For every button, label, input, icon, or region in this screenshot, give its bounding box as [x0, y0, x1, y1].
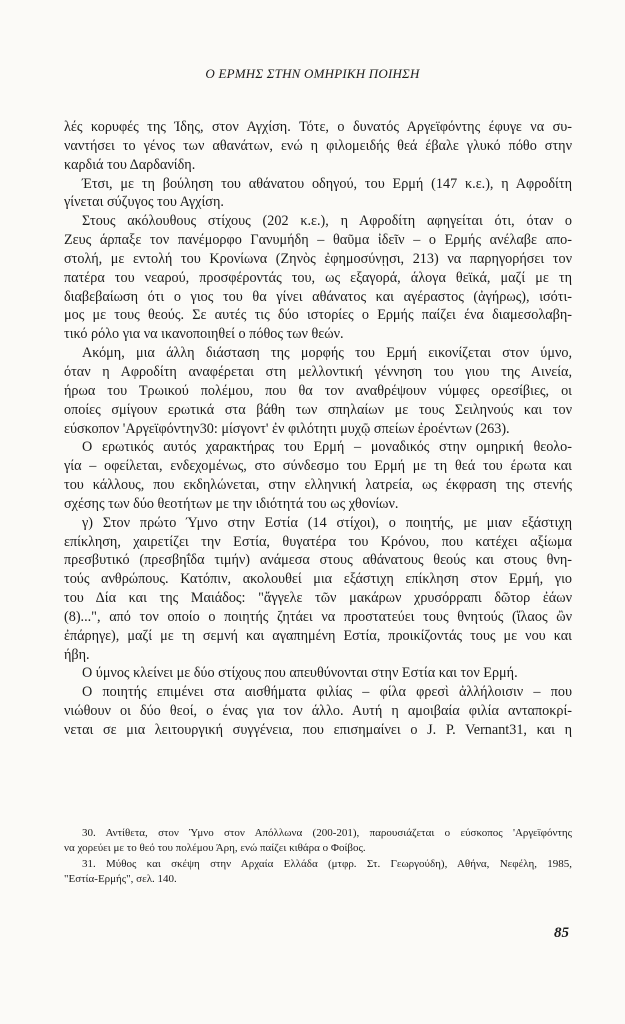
text-line: σχέσης των δύο θεοτήτων με την ιδιότητά του ως χθονίων.: [64, 495, 399, 512]
text-line: μος με τους θεούς. Σε αυτές τις δύο ιστορίες ο Ερμής παίζει ένα διαμεσολαβη-: [64, 307, 572, 324]
main-text: [64, 118, 572, 740]
text-line: πρεσβυτικό (πρεσβηΐδα τιμήν) ανάμεσα στους αθάνατους θεούς και στους θνη-: [64, 552, 572, 569]
text-line: γία – οφείλεται, ενδεχομένως, στο σύνδεσμο του Ερμή με τη θεά του έρωτα και: [64, 458, 572, 475]
text-line: ναντήσει το γένος των αθανάτων, ενώ η φιλομειδής θεά έβαλε γλυκό πόθο στην: [64, 137, 572, 154]
text-line: του Δία και της Μαιάδος: "ἄγγελε τῶν μακάρων χρυσόρραπι δῶτορ ἐάων: [64, 590, 572, 607]
footnote-line: 30. Αντίθετα, στον Ύμνο στον Απόλλωνα (200-201), παρουσιάζεται ο εύσκοπος 'Αργεϊφόντης: [82, 827, 572, 839]
text-line: Ζευς άρπαξε τον πανέμορφο Γανυμήδη – θαῦμα ἰδεῖν – ο Ερμής ανέλαβε απο-: [64, 232, 572, 249]
text-line: γ) Στον πρώτο Ύμνο στην Εστία (14 στίχοι), ο ποιητής, με μιαν εξάστιχη: [82, 514, 572, 531]
text-line: γίνεται σύζυγος του Αγχίση.: [64, 194, 224, 211]
text-line: πατέρα του νεαρού, προσφέροντάς του, ως εξαγορά, άλογα θεϊκά, μαζί με τη: [64, 269, 572, 286]
footnote-line: να χορεύει με το θεό του πολέμου Άρη, ενώ παίζει κιθάρα ο Φοίβος.: [64, 842, 366, 855]
text-line: όταν η Αφροδίτη αναφέρεται στη μελλοντική γέννηση του γιου της Αινεία,: [64, 363, 572, 380]
page-number: 85: [554, 925, 569, 941]
text-line: Στους ακόλουθους στίχους (202 κ.ε.), η Αφροδίτη αφηγείται ότι, όταν ο: [82, 213, 572, 230]
text-line: λές κορυφές της Ίδης, στον Αγχίση. Τότε, ο δυνατός Αργεϊφόντης έφυγε να συ-: [64, 119, 572, 135]
text-line: Ο ποιητής επιμένει στα αισθήματα φιλίας – φίλα φρεσὶ ἀλλήλοισιν – που: [82, 684, 572, 701]
text-line: (8)...", από τον οποίο ο ποιητής ζητάει να προστατεύει τους θνητούς (ἵλαος ὢν: [64, 608, 572, 625]
text-line: Ο ερωτικός αυτός χαρακτήρας του Ερμή – μοναδικός στην ομηρική θεολο-: [82, 439, 572, 456]
text-line: νιώθουν οι δύο θεοί, ο ένας για τον άλλο. Αυτή η αμοιβαία φιλία ανταποκρί-: [64, 703, 572, 720]
text-line: επίκληση, χαιρετίζει την Εστία, θυγατέρα του Κρόνου, που κατέχει αξίωμα: [64, 533, 572, 550]
text-line: οποίες σμίγουν ερωτικά στα βάθη των σπηλαίων με τους Σειληνούς και τον: [64, 401, 572, 418]
text-line: τούς ανθρώπους. Κατόπιν, ακολουθεί μια εξάστιχη επίκληση στον Ερμή, γιο: [64, 571, 572, 588]
text-line: νεται σε μια λειτουργική συγγένεια, που επισημαίνει ο J. P. Vernant31, και η: [64, 722, 572, 738]
text-line: καρδιά του Δαρδανίδη.: [64, 156, 196, 173]
text-line: Έτσι, με τη βούληση του αθάνατου οδηγού, του Ερμή (147 κ.ε.), η Αφροδίτη: [82, 175, 572, 192]
text-line: του κάλλους, που εκδηλώνεται, στην ελληνική λατρεία, ως έκφραση της στενής: [64, 477, 572, 494]
text-line: Ο ύμνος κλείνει με δύο στίχους που απευθύνονται στην Εστία και τον Ερμή.: [82, 665, 518, 682]
running-header: Ο ΕΡΜΗΣ ΣΤΗΝ ΟΜΗΡΙΚΗ ΠΟΙΗΣΗ: [205, 66, 420, 81]
text-line: ήρωα του Τρωικού πολέμου, που θα τον αναθρέψουν νύμφες ορεσίβιες, οι: [64, 382, 572, 399]
footnotes: [64, 826, 572, 887]
footnote-line: 31. Μύθος και σκέψη στην Αρχαία Ελλάδα (μτφρ. Στ. Γεωργούδη), Αθήνα, Νεφέλη, 1985,: [82, 857, 572, 870]
text-line: Ακόμη, μια άλλη διάσταση της μορφής του Ερμή εικονίζεται στον ύμνο,: [82, 345, 572, 362]
text-line: ἐπάρηγε), μαζί με τη σεμνή και αγαπημένη Εστία, προικίζοντάς τους με νου και: [64, 627, 572, 644]
footnote-line: "Εστία-Ερμής", σελ. 140.: [64, 872, 177, 885]
text-line: ήβη.: [64, 646, 90, 663]
text-line: τικό ρόλο για να ικανοποιηθεί ο πόθος των θεών.: [64, 326, 344, 343]
text-line: διαβεβαίωση ότι ο γιος του θα γίνει αθάνατος και αγέραστος (ἀγήρως), ισότι-: [64, 288, 572, 305]
text-line: στολή, με εντολή του Κρονίωνα (Ζηνὸς ἐφημοσύνῃσι, 213) να παρηγορήσει τον: [64, 250, 572, 267]
text-line: εύσκοπον 'Αργεϊφόντην30: μίσγοντ' ἐν φιλότητι μυχῷ σπείων ἐροέντων (263).: [64, 420, 510, 437]
